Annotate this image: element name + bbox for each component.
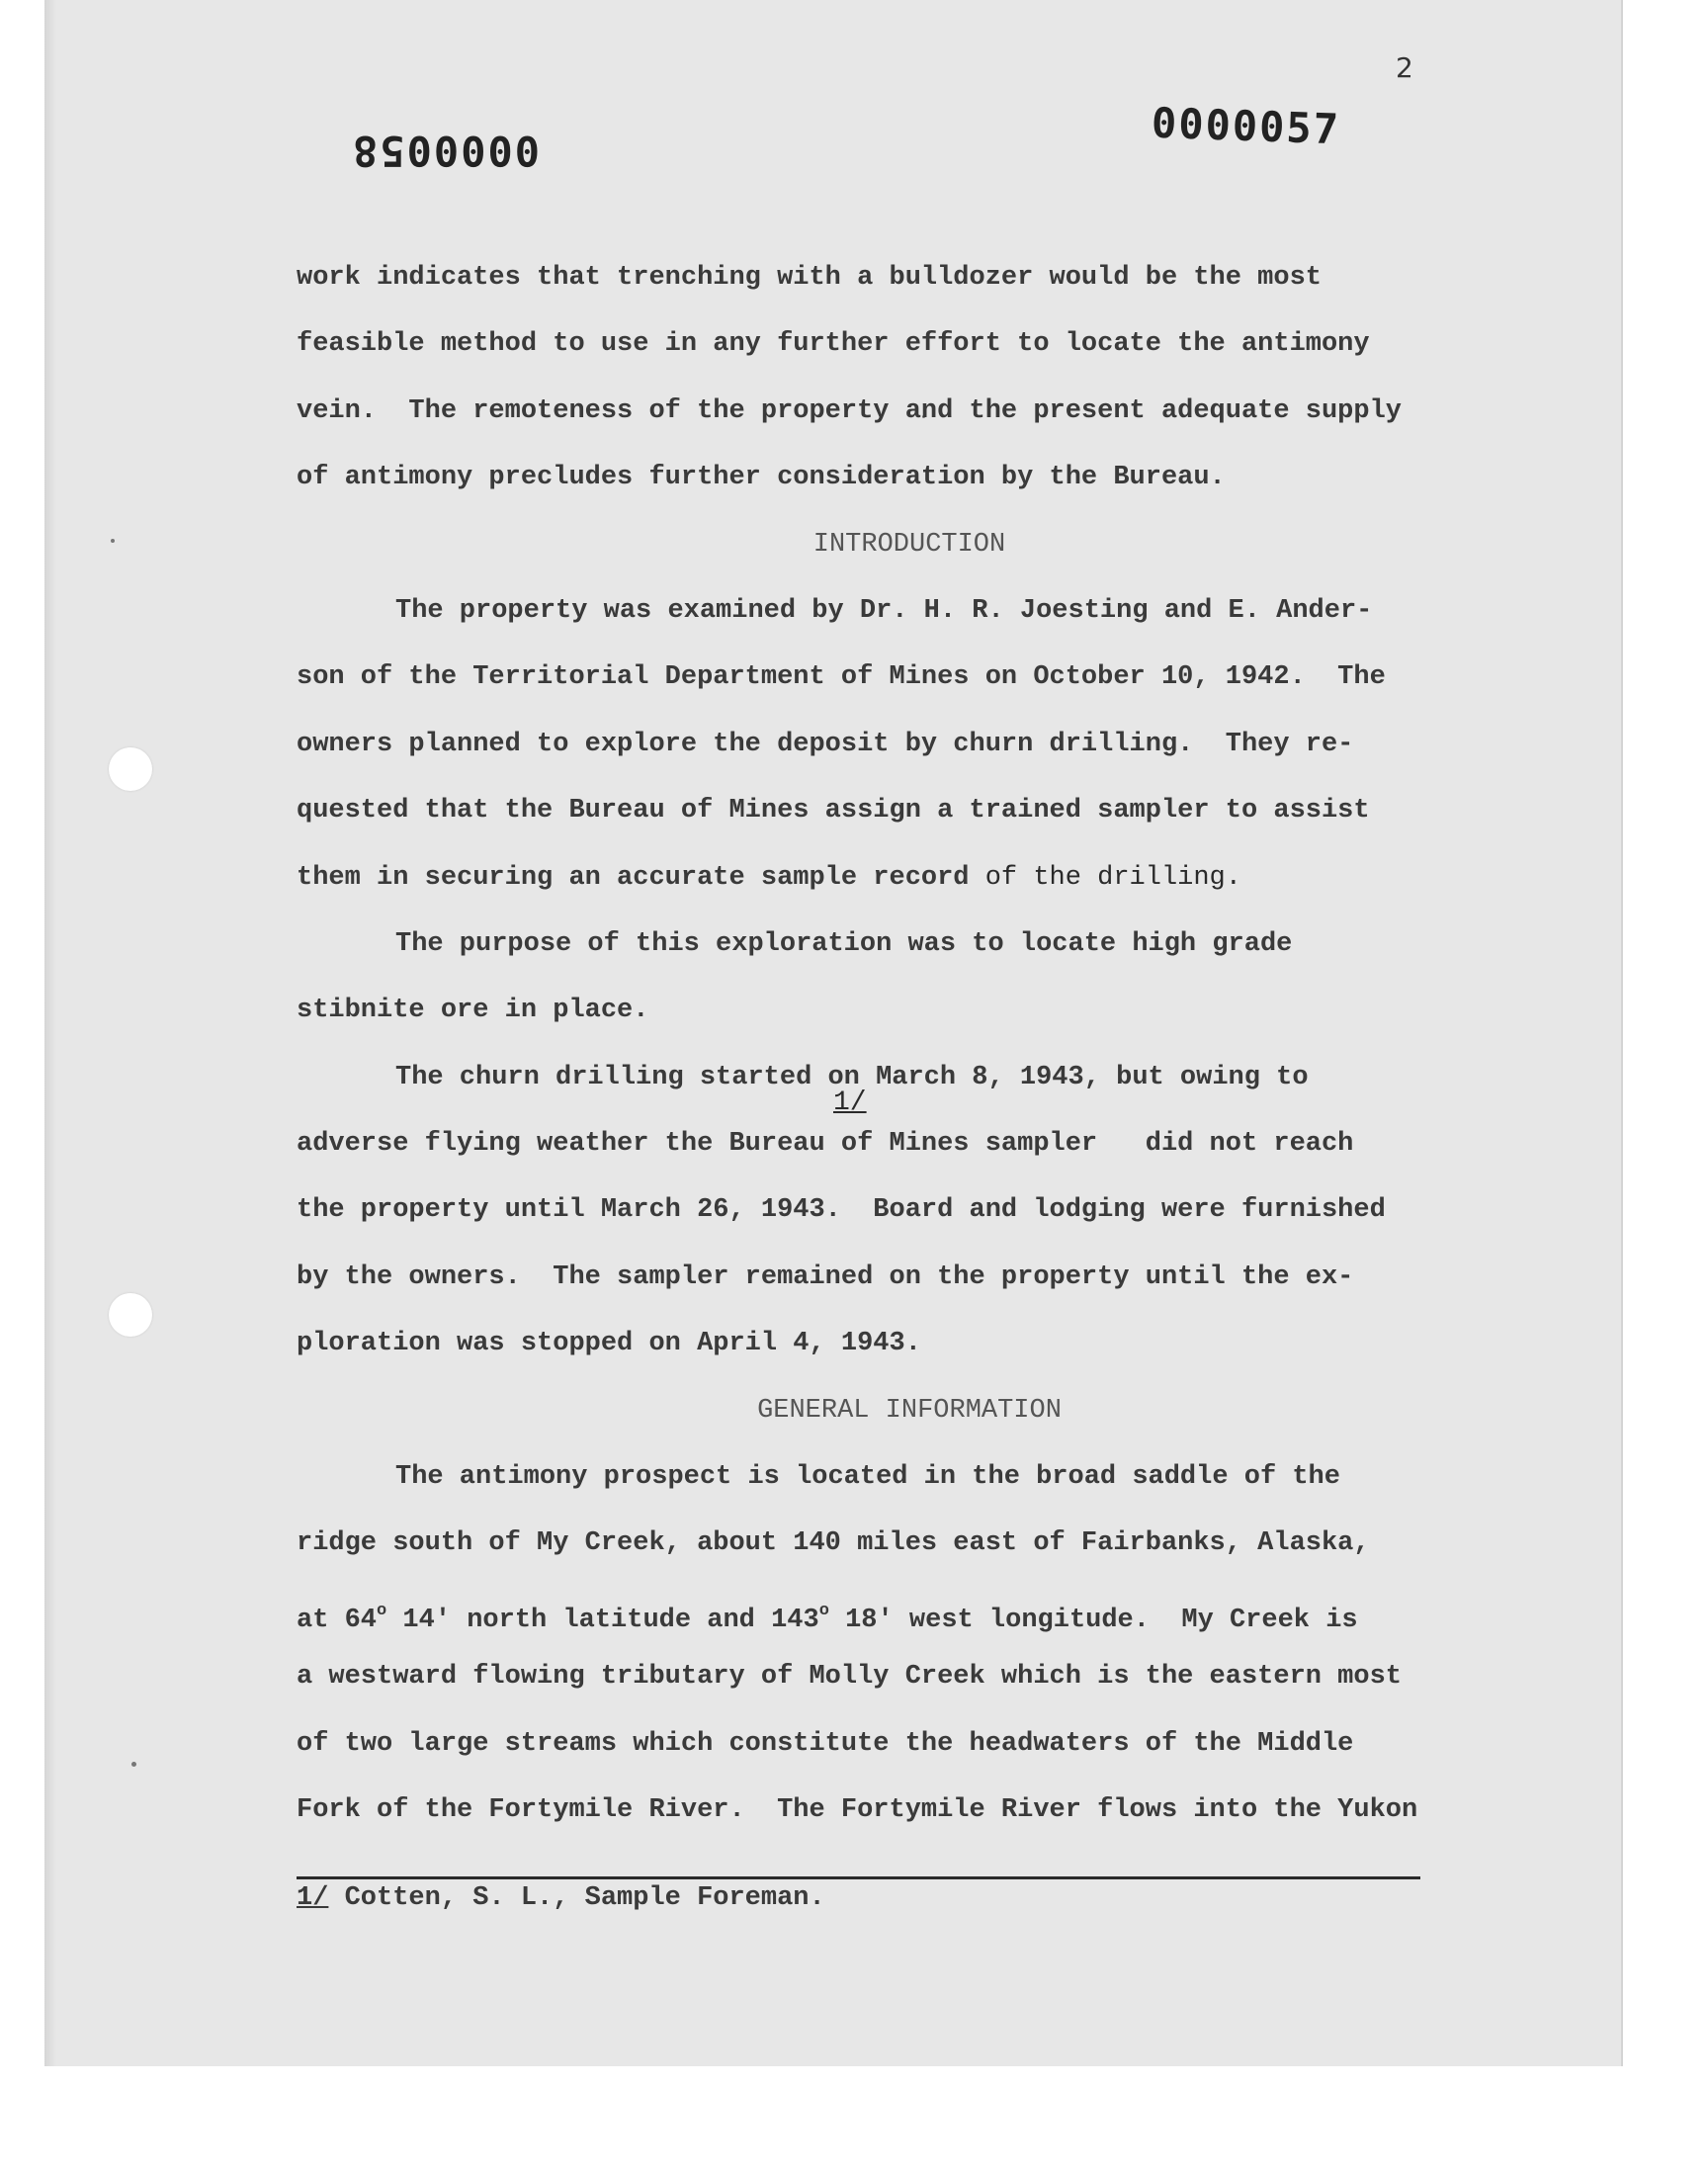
text-segment: at 64 xyxy=(297,1605,378,1635)
document-body xyxy=(297,245,1463,1844)
text-line: adverse flying weather the Bureau of Mines sampler did not reach xyxy=(297,1129,1354,1160)
text-line xyxy=(297,1578,1463,1644)
text-line: The antimony prospect is located in the broad saddle of the xyxy=(395,1462,1340,1493)
punch-hole-upper xyxy=(109,747,152,791)
degree-symbol: o xyxy=(818,1601,829,1620)
document-stamp-right: 0000057 xyxy=(1151,98,1341,154)
text-line xyxy=(297,845,1463,912)
text-segment: them in securing an accurate sample record xyxy=(297,862,970,893)
footnote xyxy=(297,1883,825,1913)
text-line: the property until March 26, 1943. Board and lodging were furnished xyxy=(297,1195,1386,1226)
text-segment-typed-addition: of the drilling. xyxy=(969,862,1241,893)
footnote-reference-mark: 1/ xyxy=(833,1088,867,1118)
text-line: son of the Territorial Department of Mines on October 10, 1942. The xyxy=(297,662,1386,693)
document-stamp-left: 0000058 xyxy=(351,127,541,175)
text-line: work indicates that trenching with a bulldozer would be the most xyxy=(297,263,1322,293)
text-line: ridge south of My Creek, about 140 miles east of Fairbanks, Alaska, xyxy=(297,1528,1370,1559)
text-line: stibnite ore in place. xyxy=(297,996,649,1026)
text-line: The purpose of this exploration was to locate high grade xyxy=(395,928,1293,959)
text-line: owners planned to explore the deposit by churn drilling. They re- xyxy=(297,729,1354,759)
text-line: vein. The remoteness of the property and the present adequate supply xyxy=(297,395,1402,426)
text-line: of antimony precludes further consideration by the Bureau. xyxy=(297,463,1226,493)
text-line: quested that the Bureau of Mines assign a trained sampler to assist xyxy=(297,796,1370,826)
page-number: 2 xyxy=(1396,51,1413,84)
text-segment: 18' west longitude. My Creek is xyxy=(828,1605,1358,1635)
footnote-divider xyxy=(297,1876,1420,1879)
text-line: The churn drilling started on March 8, 1943, but owing to xyxy=(395,1062,1309,1092)
punch-hole-lower xyxy=(109,1293,152,1337)
degree-symbol: o xyxy=(377,1601,387,1620)
section-heading-introduction: INTRODUCTION xyxy=(812,529,1006,560)
text-line: a westward flowing tributary of Molly Creek which is the eastern most xyxy=(297,1662,1402,1693)
section-heading-general-information: GENERAL INFORMATION xyxy=(757,1395,1062,1426)
text-line: by the owners. The sampler remained on the property until the ex- xyxy=(297,1262,1354,1292)
footnote-text: Cotten, S. L., Sample Foreman. xyxy=(328,1883,825,1913)
footnote-mark: 1/ xyxy=(297,1883,329,1913)
text-line: ploration was stopped on April 4, 1943. xyxy=(297,1329,921,1359)
text-segment: 14' north latitude and 143 xyxy=(386,1605,819,1635)
text-line: feasible method to use in any further effort to locate the antimony xyxy=(297,329,1370,360)
scan-speck xyxy=(131,1762,136,1767)
text-line: Fork of the Fortymile River. The Fortymile River flows into the Yukon xyxy=(297,1794,1418,1825)
scan-shadow xyxy=(44,0,56,2066)
text-line: of two large streams which constitute the headwaters of the Middle xyxy=(297,1728,1354,1759)
text-line: The property was examined by Dr. H. R. Joesting and E. Ander- xyxy=(395,595,1373,626)
scan-speck xyxy=(111,539,115,543)
